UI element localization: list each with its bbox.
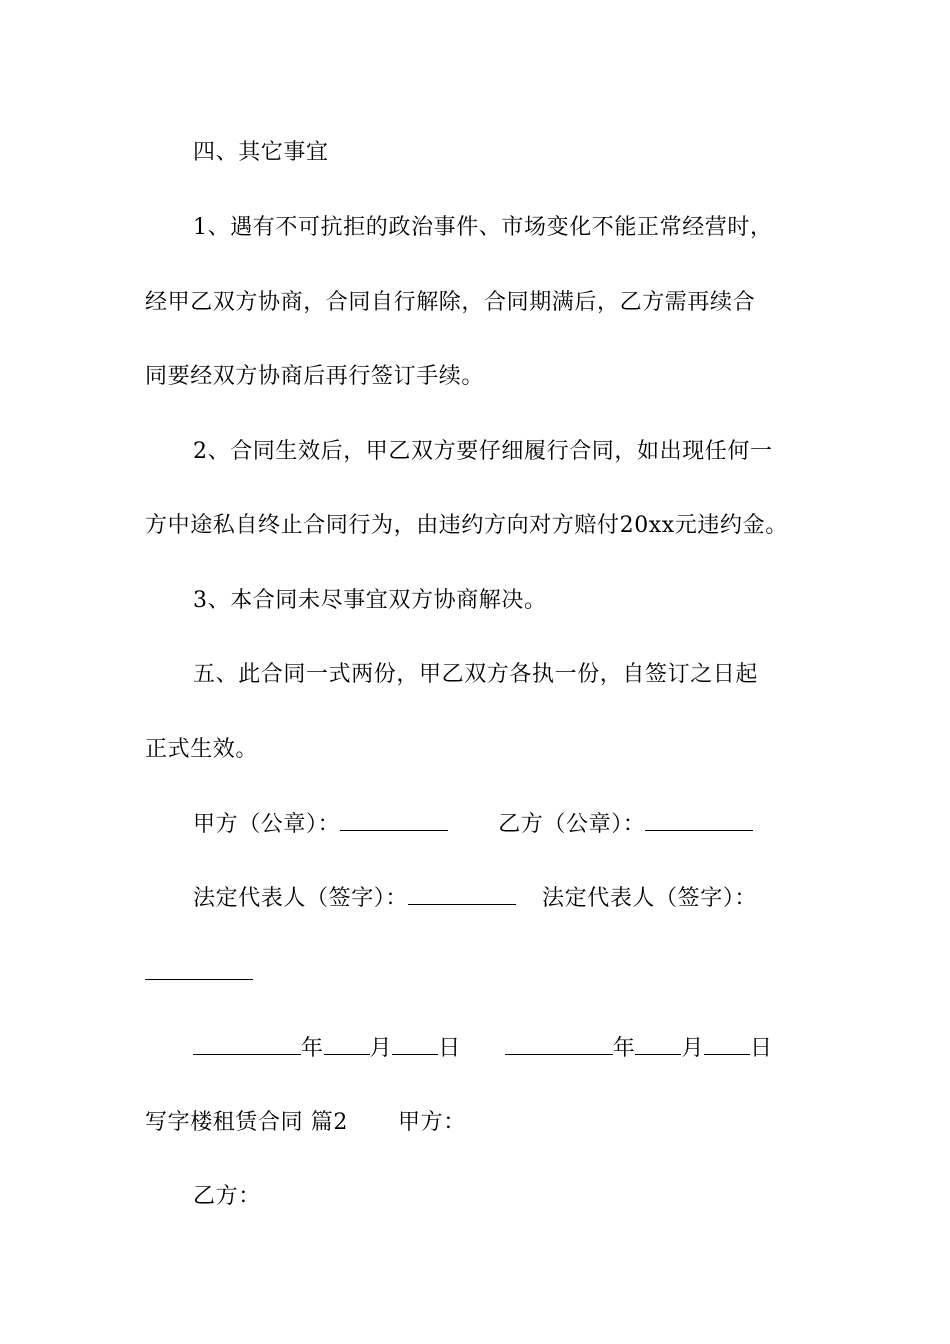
date-b-month-blank[interactable] [635, 1036, 681, 1055]
clause1-line2: 经甲乙双方协商，合同自行解除，合同期满后，乙方需再续合 [145, 290, 756, 315]
rep-a-blank[interactable] [408, 886, 516, 905]
next-contract-row [145, 1108, 466, 1138]
date-a-day-label: 日 [438, 1036, 461, 1061]
party-b-seal-blank[interactable] [645, 812, 753, 831]
party-a-seal-blank[interactable] [340, 812, 448, 831]
section5-line1: 五、此合同一式两份，甲乙双方各执一份，自签订之日起 [193, 662, 759, 687]
clause1-line1: 1、遇有不可抗拒的政治事件、市场变化不能正常经营时， [193, 215, 773, 240]
seal-row [193, 810, 753, 840]
date-a-day-blank[interactable] [392, 1036, 438, 1055]
date-row [193, 1034, 773, 1064]
date-a-month-label: 月 [369, 1036, 393, 1061]
representative-row [193, 884, 757, 914]
clause2-line1: 2、合同生效后，甲乙双方要仔细履行合同，如出现任何一 [193, 439, 773, 464]
date-a-year-label: 年 [301, 1036, 324, 1061]
rep-a-label: 法定代表人（签字）： [193, 886, 409, 911]
next-contract-title: 写字楼租赁合同 篇2 [145, 1110, 348, 1135]
next-contract-party-b: 乙方： [193, 1184, 261, 1209]
party-b-seal-label: 乙方（公章）： [498, 812, 646, 837]
date-b-month-label: 月 [681, 1036, 705, 1061]
date-a-year-blank[interactable] [193, 1036, 301, 1055]
date-b-day-blank[interactable] [704, 1036, 750, 1055]
date-b-year-label: 年 [612, 1036, 636, 1061]
date-a-month-blank[interactable] [324, 1036, 370, 1055]
clause1-line3: 同要经双方协商后再行签订手续。 [145, 364, 485, 389]
rep-b-blank[interactable] [145, 961, 253, 980]
date-b-day-label: 日 [750, 1036, 773, 1061]
date-b-year-blank[interactable] [505, 1036, 613, 1055]
rep-b-blank-row [145, 959, 253, 989]
next-contract-party-a: 甲方： [398, 1110, 466, 1135]
clause3-line: 3、本合同未尽事宜双方协商解决。 [193, 588, 547, 613]
rep-b-label: 法定代表人（签字）： [542, 886, 758, 911]
section5-line2: 正式生效。 [145, 737, 259, 762]
party-a-seal-label: 甲方（公章）： [193, 812, 341, 837]
clause2-line2: 方中途私自终止合同行为，由违约方向对方赔付20xx元违约金。 [145, 513, 788, 538]
section-heading: 四、其它事宜 [193, 140, 329, 165]
